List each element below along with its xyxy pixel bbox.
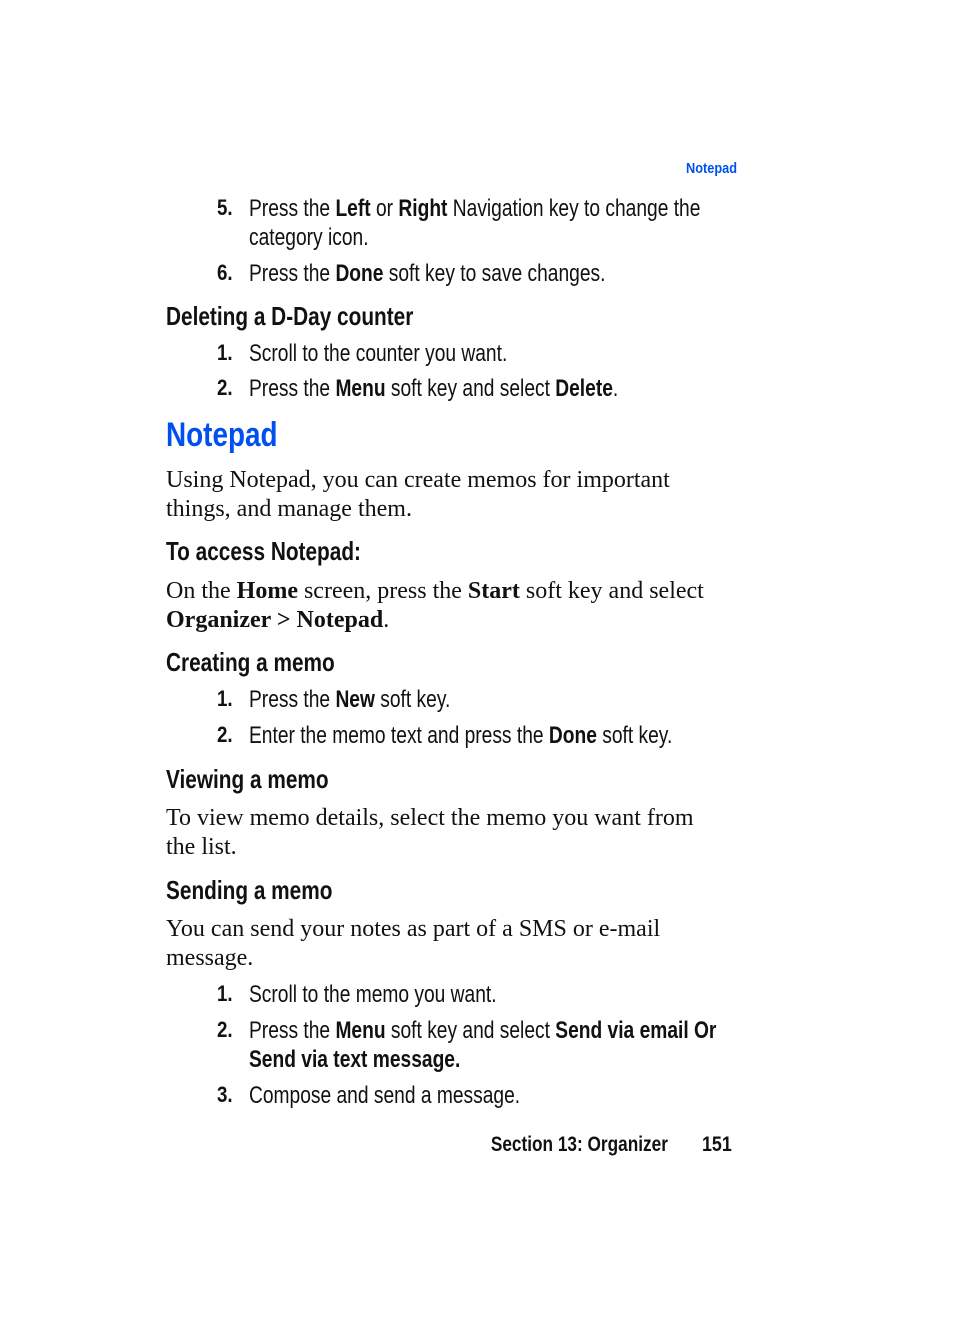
step-number: 1. — [217, 340, 233, 366]
paragraph-line — [166, 467, 670, 494]
page-number: 151 — [702, 1133, 732, 1156]
text-run: Press the — [249, 195, 336, 223]
heading-text: To access Notepad: — [166, 535, 361, 566]
text-run: category icon. — [249, 223, 369, 251]
step-text-line — [249, 686, 450, 714]
text-run: or — [370, 195, 399, 223]
bold-term: Menu — [335, 1017, 386, 1045]
bold-term: Send via email Or — [555, 1017, 717, 1045]
footer-section: Section 13: Organizer — [490, 1133, 668, 1156]
bold-term: Left — [335, 195, 371, 223]
text-run: Navigation key to change the — [447, 195, 701, 223]
step-text-line — [249, 1046, 460, 1074]
step-number: 3. — [217, 1082, 233, 1108]
step-text-line — [249, 722, 672, 750]
text-run: On the — [166, 578, 237, 605]
paragraph-line — [166, 578, 704, 605]
step-number: 2. — [217, 722, 233, 748]
running-header: Notepad — [686, 160, 737, 177]
bold-term: Home — [236, 578, 298, 605]
text-run: soft key. — [374, 686, 451, 714]
heading-text: Creating a memo — [166, 646, 335, 677]
bold-term: Send via text message. — [249, 1045, 461, 1073]
text-run: Press the — [249, 260, 336, 288]
text-run: soft key and select — [385, 375, 556, 403]
step-text-line — [249, 375, 618, 403]
paragraph-line — [166, 916, 660, 943]
text-run: soft key to save changes. — [383, 260, 606, 288]
text-run: the list. — [166, 833, 237, 860]
text-run: screen, press the — [297, 578, 468, 605]
paragraph-line — [166, 945, 253, 972]
paragraph-line — [166, 607, 389, 634]
heading-text: Sending a memo — [166, 874, 333, 905]
bold-term: Right — [398, 195, 448, 223]
step-number: 1. — [217, 981, 233, 1007]
heading-text: Viewing a memo — [166, 763, 329, 794]
text-run: soft key and select — [385, 1017, 556, 1045]
text-run: message. — [166, 944, 254, 971]
text-run: soft key and select — [519, 578, 704, 605]
step-number: 2. — [217, 1017, 233, 1043]
text-run: Press the — [249, 375, 336, 403]
section-title-text: Notepad — [166, 415, 278, 454]
text-run: . — [612, 375, 619, 403]
step-text-line — [249, 260, 605, 288]
step-number: 6. — [217, 260, 233, 286]
step-text-line — [249, 195, 700, 223]
text-run: Scroll to the memo you want. — [249, 981, 497, 1009]
step-text-line — [249, 981, 497, 1009]
text-run: Compose and send a message. — [249, 1082, 521, 1110]
text-run: . — [383, 606, 390, 633]
text-run: Using Notepad, you can create memos for important — [166, 467, 670, 494]
step-number: 5. — [217, 195, 233, 221]
text-run: You can send your notes as part of a SMS or e-mail — [166, 916, 661, 943]
bold-term: Done — [548, 722, 597, 750]
step-number: 2. — [217, 375, 233, 401]
step-text-line — [249, 224, 369, 252]
bold-term: Start — [467, 578, 520, 605]
step-text-line — [249, 1017, 716, 1045]
text-run: things, and manage them. — [166, 495, 412, 522]
text-run: Scroll to the counter you want. — [249, 340, 508, 368]
text-run: Enter the memo text and press the — [249, 722, 549, 750]
bold-term: New — [335, 686, 375, 714]
step-text-line — [249, 1082, 520, 1110]
bold-term: Organizer > Notepad — [166, 606, 384, 633]
step-text-line — [249, 340, 507, 368]
bold-term: Menu — [335, 375, 386, 403]
bold-term: Delete — [555, 375, 613, 403]
heading-text: Deleting a D-Day counter — [166, 300, 414, 331]
text-run: To view memo details, select the memo you want from — [166, 805, 694, 832]
paragraph-line — [166, 496, 412, 523]
text-run: Press the — [249, 686, 336, 714]
text-run: Press the — [249, 1017, 336, 1045]
paragraph-line — [166, 834, 237, 861]
bold-term: Done — [335, 260, 384, 288]
step-number: 1. — [217, 686, 233, 712]
paragraph-line — [166, 805, 694, 832]
text-run: soft key. — [596, 722, 673, 750]
